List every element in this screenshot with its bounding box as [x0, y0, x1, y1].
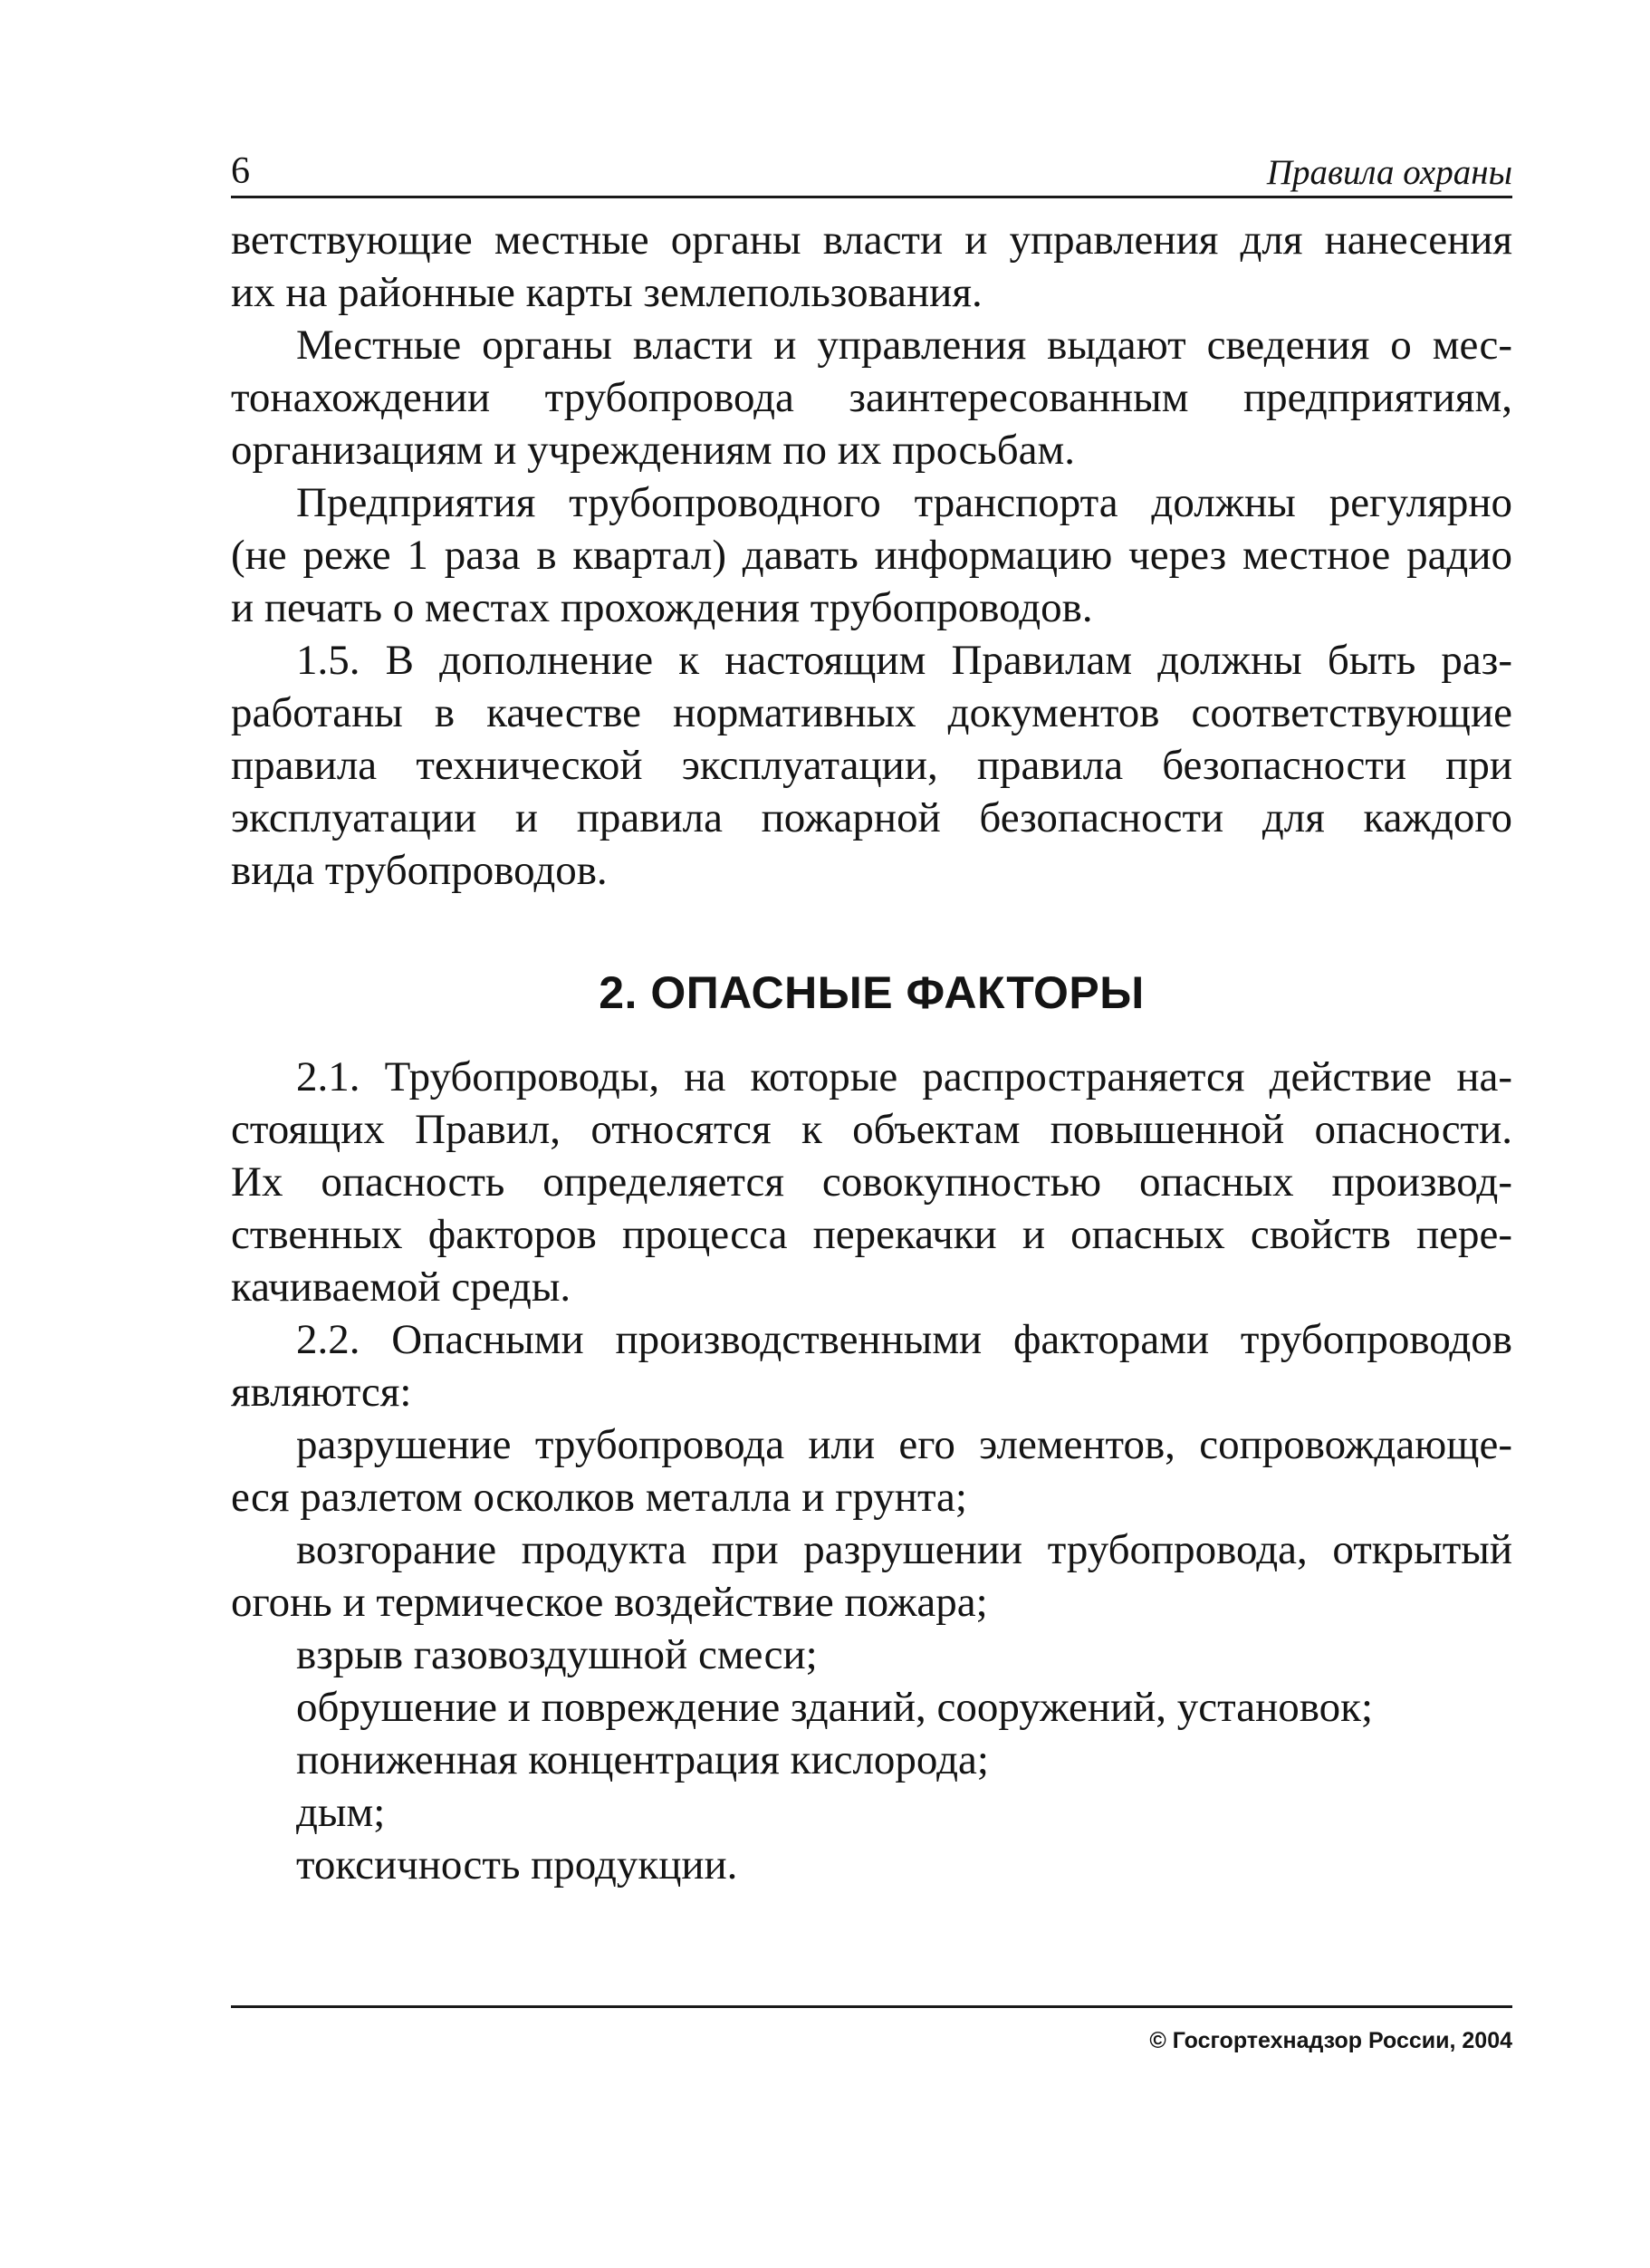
list-item: [231, 1523, 1512, 1629]
page-number: 6: [231, 150, 250, 192]
text-line: стоящих Правил, относятся к объектам повышенной опасности.: [231, 1106, 1512, 1153]
text-line: еся разлетом осколков металла и грунта;: [231, 1474, 967, 1521]
text-line: Предприятия трубопроводного транспорта должны регулярно: [296, 479, 1512, 526]
text-line: 1.5. В дополнение к настоящим Правилам должны быть раз-: [296, 637, 1512, 684]
paragraph-2-1: [231, 1051, 1512, 1313]
list-item: [231, 1418, 1512, 1523]
copyright-notice: © Госгортехнадзор России, 2004: [1149, 2028, 1512, 2053]
paragraph-enterprises: [231, 476, 1512, 634]
text-line: их на районные карты землепользования.: [231, 269, 983, 316]
text-line: являются:: [231, 1369, 412, 1416]
text-line: вида трубопроводов.: [231, 847, 608, 894]
text-line: Их опасность определяется совокупностью опасных производ-: [231, 1158, 1512, 1206]
text-line: эксплуатации и правила пожарной безопасности для каждого: [231, 794, 1512, 841]
text-line: тонахождении трубопровода заинтересованным предприятиям,: [231, 374, 1512, 421]
body-text: [231, 214, 1512, 1891]
text-line: работаны в качестве нормативных документов соответствующие: [231, 689, 1512, 736]
footer-divider: [231, 2005, 1512, 2008]
text-line: Местные органы власти и управления выдают сведения о мес-: [296, 322, 1512, 369]
paragraph-1-5: [231, 634, 1512, 897]
text-line: 2.2. Опасными производственными факторами трубопроводов: [296, 1316, 1512, 1363]
text-line: (не реже 1 раза в квартал) давать информацию через местное радио: [231, 532, 1512, 579]
running-title: Правила охраны: [1266, 153, 1512, 192]
section-heading: 2. ОПАСНЫЕ ФАКТОРЫ: [599, 967, 1145, 1018]
text-line: огонь и термическое воздействие пожара;: [231, 1579, 988, 1626]
text-line: разрушение трубопровода или его элементов, сопровождающе-: [296, 1421, 1512, 1468]
list-item: обрушение и повреждение зданий, сооружений, установок;: [296, 1684, 1374, 1731]
list-item: токсичность продукции.: [296, 1841, 738, 1888]
text-line: ветствующие местные органы власти и управления для нанесения: [231, 216, 1512, 264]
list-item: взрыв газовоздушной смеси;: [296, 1631, 818, 1678]
text-line: 2.1. Трубопроводы, на которые распространяется действие на-: [296, 1053, 1512, 1100]
paragraph-local-authorities: [231, 319, 1512, 476]
text-line: организациям и учреждениям по их просьбам.: [231, 427, 1076, 474]
paragraph-2-2: [231, 1313, 1512, 1418]
page-header: [231, 145, 1512, 198]
paragraph-continuation: [231, 214, 1512, 319]
text-line: ственных факторов процесса перекачки и опасных свойств пере-: [231, 1211, 1512, 1258]
list-item: пониженная концентрация кислорода;: [296, 1736, 989, 1783]
list-item: дым;: [296, 1789, 386, 1836]
text-line: правила технической эксплуатации, правила безопасности при: [231, 742, 1512, 789]
text-line: и печать о местах прохождения трубопроводов.: [231, 584, 1093, 631]
text-line: возгорание продукта при разрушении трубопровода, открытый: [296, 1526, 1512, 1573]
text-line: качиваемой среды.: [231, 1264, 571, 1311]
